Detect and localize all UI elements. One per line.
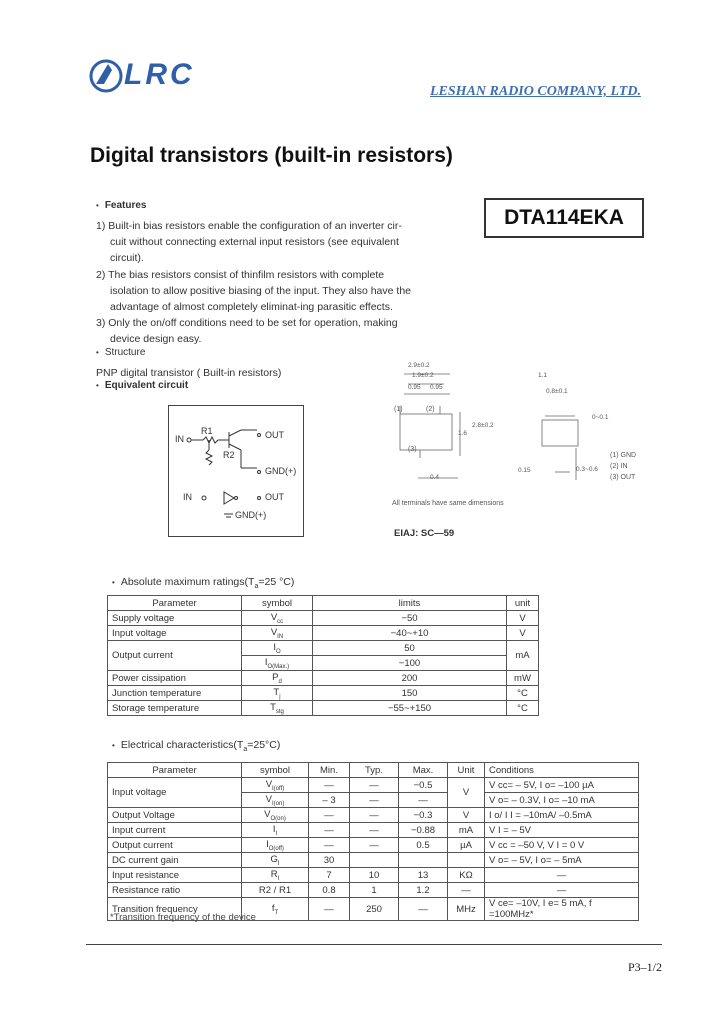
pin-legend-3: (3) OUT [610,474,636,481]
table-header-row [108,596,539,611]
cell-param: Resistance ratio [108,883,242,898]
dim-3: 0.95 [430,384,443,391]
dim-8: 0.4 [430,474,440,481]
cell-cond: — [485,868,639,883]
dim-9: 0.15 [518,467,531,474]
cell-unit: mA [448,823,485,838]
feature-3-line2: device design easy. [110,333,202,346]
pin-2: (2) [426,406,435,413]
cell-symbol: $V_{O(on)}$ [242,808,309,823]
dim-2: 0.95 [408,384,421,391]
features-heading: • Features [96,200,147,211]
cell-typ: 250 [350,898,399,921]
footnote: *Transition frequency of the device [110,912,256,923]
cell-typ: — [350,823,399,838]
cell-symbol: $V_{I(on)}$ [242,793,309,808]
cell-max: 1.2 [399,883,448,898]
cell-typ: — [350,838,399,853]
cell-max: −0.3 [399,808,448,823]
cell-min: — [309,898,350,921]
cell-unit: V [448,778,485,808]
cell-param: Input voltage [108,778,242,808]
cell-unit: V [507,626,539,641]
equivalent-circuit [168,405,304,537]
table-row [108,838,639,853]
structure-heading: • Structure [96,347,146,358]
cell-cond: I o/ I I = –10mA/ –0.5mA [485,808,639,823]
cell-cond: V cc = –50 V, V I = 0 V [485,838,639,853]
cell-param: Output current [108,838,242,853]
cell-unit: V [448,808,485,823]
table-row [108,671,539,686]
cell-symbol: $V_{cc}$ [242,611,313,626]
feature-1-line3: circuit). [110,252,144,265]
cell-symbol: $T_j$ [242,686,313,701]
pin-1: (1) [394,406,403,413]
page-number: P3–1/2 [628,960,663,974]
table-row [108,626,539,641]
cell-typ: — [350,778,399,793]
cell-min: — [309,823,350,838]
cell-symbol: R2 / R1 [242,883,309,898]
table-row [108,686,539,701]
circuit-out-1: OUT [265,430,284,440]
cell-symbol: $I_{O(off)}$ [242,838,309,853]
bullet-icon: • [112,578,115,587]
cell-param: Input voltage [108,626,242,641]
package-note: All terminals have same dimensions [392,500,504,507]
cell-min: — [309,838,350,853]
circuit-in-2: IN [183,492,192,502]
cell-symbol: $I_O$ [242,641,313,656]
cell-cond: V cc= – 5V, I o= –100 µA [485,778,639,793]
cell-param: Output Voltage [108,808,242,823]
cell-cond: V o= – 0.3V, I o= –10 mA [485,793,639,808]
cell-symbol: $P_d$ [242,671,313,686]
cell-param: Junction temperature [108,686,242,701]
feature-3: 3) Only the on/off conditions need to be set for operation, making [96,317,398,330]
cell-typ: — [350,808,399,823]
cell-typ: 10 [350,868,399,883]
col-unit: Unit [448,763,485,778]
feature-1-line2: cuit without connecting external input resistors (see equivalent [110,236,399,249]
cell-min: — [309,808,350,823]
feature-2: 2) The bias resistors consist of thinfilm resistors with complete [96,268,385,281]
cell-cond: V I = – 5V [485,823,639,838]
feature-1: 1) Built-in bias resistors enable the configuration of an inverter cir- [96,220,402,232]
table-row [108,883,639,898]
col-parameter: Parameter [108,596,242,611]
dim-6: 1.6 [458,430,468,437]
cell-typ: 1 [350,883,399,898]
equiv-circuit-heading: • Equivalent circuit [96,380,189,391]
table-row [108,778,639,793]
pin-legend-1: (1) GND [610,452,637,459]
cell-max: −0.88 [399,823,448,838]
table-row [108,641,539,656]
elec-heading: • Electrical $characteristics(T_a=25^\circ C)$ [112,739,281,754]
footer-divider [86,944,662,945]
circuit-gnd-2: GND(+) [235,510,267,520]
cell-unit: °C [507,686,539,701]
dim-11: 0.3~0.6 [576,466,598,473]
cell-max: — [399,793,448,808]
pin-3: (3) [408,446,417,453]
cell-limit: 200 [313,671,507,686]
cell-symbol: $V_{I(off)}$ [242,778,309,793]
table-row [108,853,639,868]
col-min: Min. [309,763,350,778]
pin-legend-2: (2) IN [610,463,628,470]
package-drawing [380,360,660,545]
col-unit: unit [507,596,539,611]
bullet-icon: • [96,201,99,210]
table-header-row [108,763,639,778]
package-outline-icon [380,360,660,510]
logo-text: LRC [124,58,195,91]
cell-unit: — [448,883,485,898]
cell-cond: V o= – 5V, I o= – 5mA [485,853,639,868]
eiaj-label: EIAJ: SC—59 [394,528,455,539]
cell-symbol: $G_I$ [242,853,309,868]
col-max: Max. [399,763,448,778]
circuit-out-2: OUT [265,492,284,502]
cell-limit: 50 [313,641,507,656]
cell-typ: — [350,793,399,808]
dim-5: 0.8±0.1 [546,388,568,395]
cell-unit: KΩ [448,868,485,883]
cell-unit: mW [507,671,539,686]
col-typ: Typ. [350,763,399,778]
cell-min: 30 [309,853,350,868]
table-row [108,808,639,823]
company-name: LESHAN RADIO COMPANY, LTD. [430,84,641,99]
circuit-r2: R2 [223,450,235,460]
dim-10: 0~0.1 [592,414,609,421]
cell-limit: −50 [313,611,507,626]
dim-0: 2.9±0.2 [408,362,430,369]
page-title: Digital transistors (built-in resistors) [90,144,453,167]
cell-typ [350,853,399,868]
bullet-icon: • [96,348,99,357]
structure-text: PNP digital transistor ( Built-in resistors) [96,367,282,379]
col-symbol: symbol [242,596,313,611]
abs-max-heading: • Absolute maximum $ratings(T_a=25$ °C) [112,576,295,591]
cell-max: −0.5 [399,778,448,793]
cell-unit: °C [507,701,539,716]
cell-limit: −40~+10 [313,626,507,641]
cell-min: – 3 [309,793,350,808]
elec-table [107,762,639,921]
part-number: DTA114EKA [484,198,644,238]
dim-7: 2.8±0.2 [472,422,494,429]
col-limits: limits [313,596,507,611]
cell-min: 0.8 [309,883,350,898]
bullet-icon: • [96,381,99,390]
table-row [108,823,639,838]
table-row [108,701,539,716]
circuit-gnd-1: GND(+) [265,466,297,476]
col-symbol: symbol [242,763,309,778]
cell-cond: — [485,883,639,898]
cell-max: — [399,898,448,921]
cell-symbol: $V_{IN}$ [242,626,313,641]
cell-unit: µA [448,838,485,853]
cell-param: Output current [108,641,242,671]
dim-4: 1.1 [538,372,548,379]
cell-symbol: $I_I$ [242,823,309,838]
cell-param: Supply voltage [108,611,242,626]
cell-param: Input resistance [108,868,242,883]
circuit-r1: R1 [201,426,213,436]
abs-max-table [107,595,539,716]
cell-unit [448,853,485,868]
cell-unit: V [507,611,539,626]
cell-max [399,853,448,868]
table-row [108,611,539,626]
cell-unit: mA [507,641,539,671]
dim-1: 1.9±0.2 [412,372,434,379]
cell-param: Input current [108,823,242,838]
features-list [96,218,426,348]
cell-symbol: $R_I$ [242,868,309,883]
cell-limit: −100 [313,656,507,671]
col-conditions: Conditions [485,763,639,778]
cell-param: Power cissipation [108,671,242,686]
cell-max: 0.5 [399,838,448,853]
cell-param: DC current gain [108,853,242,868]
cell-limit: 150 [313,686,507,701]
cell-symbol: $T_{stg}$ [242,701,313,716]
cell-param: Transition frequency [108,898,242,921]
bullet-icon: • [112,741,115,750]
col-parameter: Parameter [108,763,242,778]
cell-param: Storage temperature [108,701,242,716]
feature-2-line3: advantage of almost completely eliminat-ing parasitic effects. [110,301,393,314]
circuit-in-1: IN [175,434,184,444]
cell-symbol: $I_{O(Max.)}$ [242,656,313,671]
cell-unit: MHz [448,898,485,921]
cell-limit: −55~+150 [313,701,507,716]
table-row [108,868,639,883]
cell-min: 7 [309,868,350,883]
cell-min: — [309,778,350,793]
feature-2-line2: isolation to allow positive biasing of the input. They also have the [110,284,411,297]
cell-max: 13 [399,868,448,883]
cell-cond: V ce= –10V, I e= 5 mA, f =100MHz* [485,898,639,921]
cell-symbol: $f_T$ [242,898,309,921]
